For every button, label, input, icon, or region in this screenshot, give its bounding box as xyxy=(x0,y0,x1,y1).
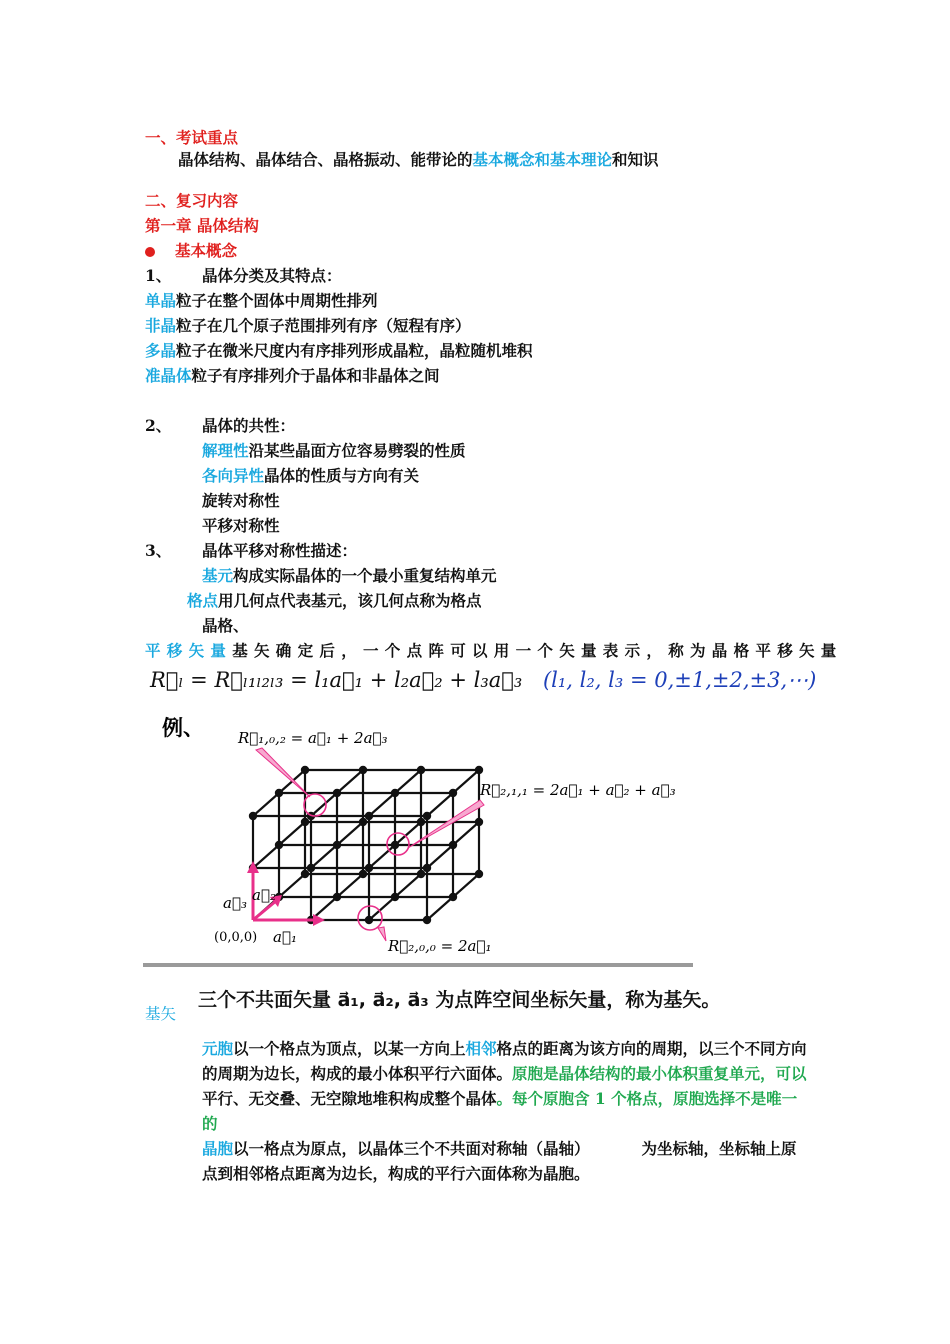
lattice-bond xyxy=(369,845,395,868)
lattice-point xyxy=(417,870,425,878)
lattice-point xyxy=(475,818,483,826)
bullet-basic-concepts: 基本概念 xyxy=(145,241,237,261)
lattice-bond xyxy=(337,874,363,897)
lattice-figure xyxy=(150,705,690,963)
item-3-number: 3、 xyxy=(145,541,172,560)
unit-cell-paragraph: 晶胞以一格点为原点，以晶体三个不共面对称轴（晶轴） 为坐标轴，坐标轴上原点到相邻格点距离为边长，构成的平行六面体称为晶胞。 xyxy=(202,1139,797,1183)
a3-label: a⃗₃ xyxy=(223,894,247,912)
lattice-label: 晶格、 xyxy=(202,616,249,635)
primitive-cell-paragraph: 元胞以一个格点为顶点，以某一方向上相邻格点的距离为该方向的周期，以三个不同方向的周期为边长，构成的最小体积平行六面体。原胞是晶体结构的最小体积重复单元，可以平行、无交叠、无空隙地堆积构成整个晶体。每个原胞含 1 个格点，原胞选择不是唯一的 xyxy=(202,1039,807,1133)
lattice-point xyxy=(249,812,257,820)
lattice-point xyxy=(365,812,373,820)
example-label: 例、 xyxy=(162,715,204,740)
lattice-point xyxy=(391,789,399,797)
lattice-bond xyxy=(311,845,337,868)
bullet-dot-icon xyxy=(145,247,155,257)
basis-vector-sentence: 三个不共面矢量 a⃗₁, a⃗₂, a⃗₃ 为点阵空间坐标矢量，称为基矢。 xyxy=(198,989,721,1011)
lattice-point xyxy=(417,766,425,774)
lattice-point xyxy=(307,864,315,872)
lattice-point xyxy=(365,916,373,924)
list-item: 准晶体粒子有序排列介于晶体和非晶体之间 xyxy=(145,366,440,385)
a2-label: a⃗₂ xyxy=(252,886,276,904)
lattice-point xyxy=(359,870,367,878)
lattice-point xyxy=(417,818,425,826)
r102-label: R⃗₁,₀,₂ = a⃗₁ + 2a⃗₃ xyxy=(238,729,388,747)
list-item: 非晶粒子在几个原子范围排列有序（短程有序） xyxy=(145,316,471,335)
list-item: 解理性沿某些晶面方位容易劈裂的性质 xyxy=(202,441,466,460)
basis-definition: 基元构成实际晶体的一个最小重复结构单元 xyxy=(202,566,497,585)
lattice-point xyxy=(333,841,341,849)
lattice-point xyxy=(423,916,431,924)
origin-label: (0,0,0) xyxy=(214,930,258,945)
lattice-point xyxy=(475,766,483,774)
lattice-point-definition: 格点用几何点代表基元，该几何点称为格点 xyxy=(187,591,482,610)
a1-label: a⃗₁ xyxy=(273,928,297,946)
lattice-bond xyxy=(253,845,279,868)
section-1-heading: 一、考试重点 xyxy=(145,128,239,147)
lattice-bond xyxy=(337,822,363,845)
lattice-point xyxy=(275,789,283,797)
lattice-bond xyxy=(427,897,453,920)
lattice-point xyxy=(333,893,341,901)
lattice-point xyxy=(365,864,373,872)
lattice-point xyxy=(301,818,309,826)
r200-label: R⃗₂,₀,₀ = 2a⃗₁ xyxy=(388,937,492,955)
lattice-point xyxy=(423,812,431,820)
lattice-bond xyxy=(369,793,395,816)
highlight-basic-concepts: 基本概念和基本理论 xyxy=(472,150,613,169)
item-3-title: 晶体平移对称性描述： xyxy=(202,541,358,560)
lattice-point xyxy=(359,818,367,826)
lattice-point xyxy=(333,789,341,797)
lattice-point xyxy=(301,766,309,774)
lattice-bond xyxy=(453,822,479,845)
lattice-point xyxy=(449,841,457,849)
lattice-bond xyxy=(427,793,453,816)
lattice-point xyxy=(449,893,457,901)
r211-label: R⃗₂,₁,₁ = 2a⃗₁ + a⃗₂ + a⃗₃ xyxy=(480,781,676,799)
lattice-bond xyxy=(395,770,421,793)
lattice-bond xyxy=(395,874,421,897)
item-1-number: 1、 xyxy=(145,266,172,285)
list-item: 各向异性晶体的性质与方向有关 xyxy=(202,466,420,485)
list-item: 平移对称性 xyxy=(202,516,280,535)
lattice-bond xyxy=(337,770,363,793)
lattice-point xyxy=(449,789,457,797)
lattice-point xyxy=(423,864,431,872)
lattice-point xyxy=(359,766,367,774)
list-item: 旋转对称性 xyxy=(202,491,280,510)
item-1-title: 晶体分类及其特点： xyxy=(202,266,342,285)
section-1-body: 晶体结构、晶体结合、晶格振动、能带论的基本概念和基本理论和知识 xyxy=(178,150,659,169)
item-2-title: 晶体的共性： xyxy=(202,416,296,435)
lattice-bond xyxy=(279,822,305,845)
lattice-point xyxy=(391,893,399,901)
lattice-point xyxy=(391,841,399,849)
lattice-bond xyxy=(453,874,479,897)
list-item: 单晶粒子在整个固体中周期性排列 xyxy=(145,291,378,310)
chapter-title: 第一章 晶体结构 xyxy=(145,216,259,235)
lattice-bond xyxy=(427,845,453,868)
figure-divider xyxy=(143,963,693,967)
lattice-bond xyxy=(279,874,305,897)
lattice-point xyxy=(475,870,483,878)
callout-pointer-r200 xyxy=(378,927,386,941)
item-2-number: 2、 xyxy=(145,416,172,435)
translation-vector-formula: R⃗ₗ = R⃗ₗ₁ₗ₂ₗ₃ = l₁a⃗₁ + l₂a⃗₂ + l₃a⃗₃ (l₁, l₂, l₃ = 0,±1,±2,±3,⋯) xyxy=(150,668,817,692)
lattice-point xyxy=(275,841,283,849)
list-item: 多晶粒子在微米尺度内有序排列形成晶粒，晶粒随机堆积 xyxy=(145,341,533,360)
translation-vector-definition: 平移矢量基矢确定后，一个点阵可以用一个矢量表示，称为晶格平移矢量 xyxy=(145,641,843,660)
lattice-bond xyxy=(253,793,279,816)
section-2-heading: 二、复习内容 xyxy=(145,191,239,210)
basis-vector-label: 基矢 xyxy=(145,1005,177,1023)
lattice-bond xyxy=(453,770,479,793)
lattice-point xyxy=(301,870,309,878)
